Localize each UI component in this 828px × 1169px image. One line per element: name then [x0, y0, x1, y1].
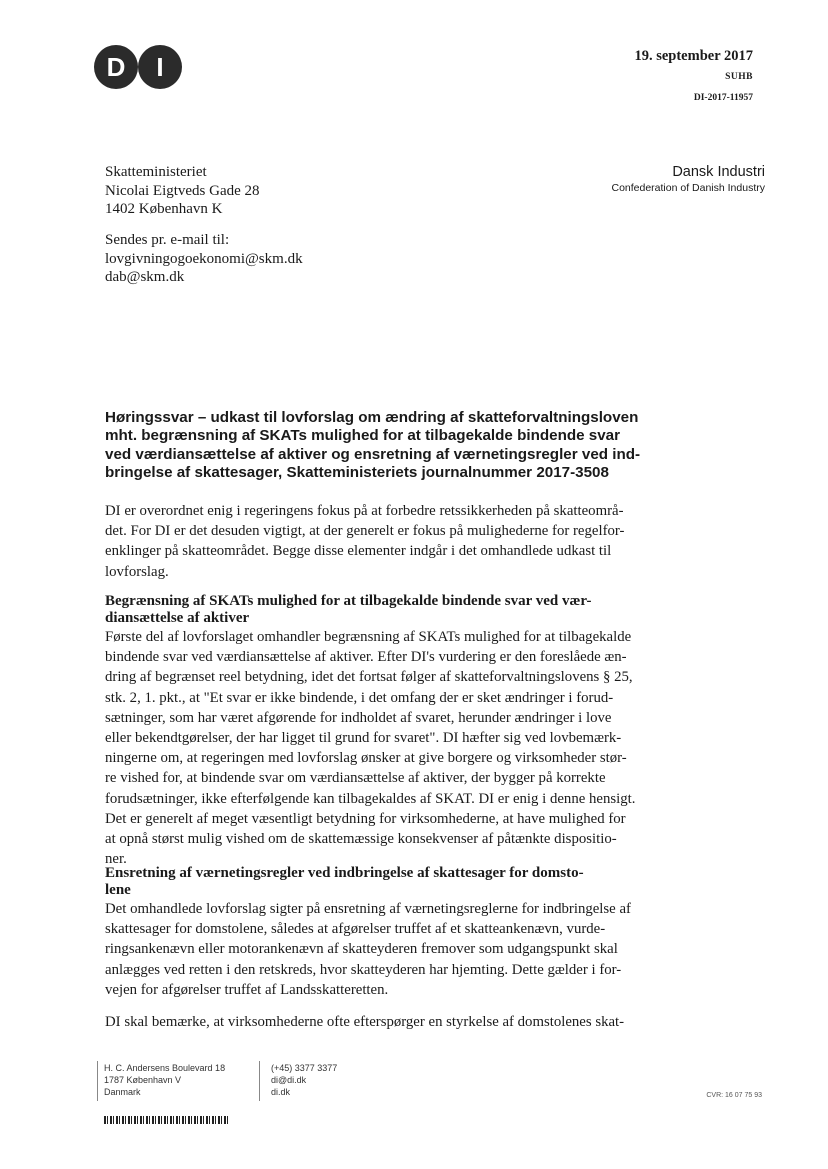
body-line: at opnå størst mulig vished om de skattemæssige konsekvenser af påtænkte dispositio- [105, 831, 617, 848]
footer-email: di@di.dk [271, 1075, 307, 1085]
sender-block [611, 164, 765, 195]
section-title-line: Ensretning af værnetingsregler ved indbringelse af skattesager for domsto- [105, 865, 584, 881]
body-line: DI skal bemærke, at virksomhederne ofte efterspørger en styrkelse af domstolenes skat- [105, 1014, 625, 1030]
letter-initials: SUHB [725, 72, 753, 82]
letter-heading [105, 409, 675, 482]
letter-meta [634, 46, 753, 108]
heading-line: Høringssvar – udkast til lovforslag om ændring af skatteforvaltningsloven [105, 409, 639, 426]
body-line: anlægges ved retten i den retskreds, hvor skatteyderen har hjemting. Dette gælder i for- [105, 961, 622, 978]
email-address: lovgivningogoekonomi@skm.dk [105, 250, 303, 267]
section1-title [105, 593, 680, 627]
footer-divider [259, 1061, 260, 1101]
body-line: lovforslag. [105, 563, 169, 580]
footer-line: Danmark [104, 1087, 141, 1097]
section2-title [105, 865, 680, 899]
sender-tagline: Confederation of Danish Industry [611, 182, 765, 194]
footer-divider [97, 1061, 98, 1101]
recipient-line: 1402 København K [105, 201, 223, 217]
body-line: skattesager for domstolene, således at afgørelser truffet af et skatteankenævn, vurde- [105, 921, 606, 938]
recipient-line: Skatteministeriet [105, 164, 207, 180]
footer-address [104, 1062, 225, 1098]
letter-date: 19. september 2017 [634, 48, 753, 64]
letter-reference: DI-2017-11957 [693, 93, 753, 103]
body-line: bindende svar ved værdiansættelse af aktiver. Efter DI's vurdering er den foreslåede æn- [105, 649, 627, 666]
body-line: re vished for, at bindende svar om værdiansættelse af aktiver, der bygger på korrekte [105, 770, 606, 787]
footer-phone: (+45) 3377 3377 [271, 1063, 338, 1073]
sender-name: Dansk Industri [672, 164, 765, 180]
recipient-address [105, 163, 260, 219]
section-title-line: diansættelse af aktiver [105, 610, 250, 626]
logo-letter-i: I [138, 45, 182, 89]
body-line: ner. [105, 851, 127, 868]
section2-body [105, 899, 680, 1000]
body-line: forudsætninger, ikke efterfølgende kan tilbagekaldes af SKAT. DI er enig i denne hensigt. [105, 790, 636, 807]
footer-line: H. C. Andersens Boulevard 18 [104, 1063, 226, 1073]
email-address: dab@skm.dk [105, 269, 185, 285]
footer-web: di.dk [271, 1087, 291, 1097]
section1-body [105, 627, 680, 869]
body-line: DI er overordnet enig i regeringens fokus på at forbedre retssikkerheden på skatteområ- [105, 503, 624, 519]
footer-line: 1787 København V [104, 1075, 182, 1085]
heading-line: mht. begrænsning af SKATs mulighed for at tilbagekalde bindende svar [105, 427, 621, 445]
footer-contact [271, 1062, 337, 1098]
email-recipients [105, 231, 303, 287]
body-line: Det er generelt af meget væsentligt betydning for virksomhederne, at have mulighed for [105, 810, 626, 827]
heading-line: ved værdiansættelse af aktiver og ensretning af værnetingsregler ved ind- [105, 445, 641, 463]
email-intro: Sendes pr. e-mail til: [105, 232, 230, 248]
recipient-line: Nicolai Eigtveds Gade 28 [105, 182, 260, 199]
section-title-line: Begrænsning af SKATs mulighed for at tilbagekalde bindende svar ved vær- [105, 593, 592, 609]
barcode [104, 1116, 228, 1124]
body-line: dring af begrænset reel betydning, idet det fortsat følger af skatteforvaltningslovens § 25, [105, 669, 633, 686]
logo-letter-d: D [94, 45, 138, 89]
body-line: eller bekendtgørelser, der har ligget til grund for svaret". DI hæfter sig ved lovbemærk- [105, 730, 622, 747]
body-line: det. For DI er det desuden vigtigt, at der generelt er fokus på mulighederne for regelfor- [105, 523, 625, 540]
body-line: ningerne om, at regeringen med lovforslag ønsker at give borgere og virksomheder stør- [105, 750, 627, 767]
di-logo [94, 45, 184, 89]
body-line: Første del af lovforslaget omhandler begrænsning af SKATs mulighed for at tilbagekalde [105, 629, 632, 645]
footer-cvr: CVR: 16 07 75 93 [706, 1092, 762, 1099]
heading-line: bringelse af skattesager, Skatteministeriets journalnummer 2017-3508 [105, 463, 609, 481]
section-title-line: lene [105, 882, 131, 898]
body-line: Det omhandlede lovforslag sigter på ensretning af værnetingsreglerne for indbringelse af [105, 901, 631, 917]
body-line: vejen for afgørelser truffet af Landsskatteretten. [105, 981, 389, 998]
body-line: enklinger på skatteområdet. Begge disse elementer indgår i det omhandlede udkast til [105, 543, 612, 560]
body-line: sætninger, som har været afgørende for indholdet af svaret, herunder ændringer i love [105, 709, 612, 726]
body-line: stk. 2, 1. pkt., at "Et svar er ikke bindende, i det omfang der er sket ændringer i forud- [105, 689, 614, 706]
body-line: ringsankenævn eller motorankenævn af skatteyderen fremover som udgangspunkt skal [105, 941, 618, 958]
intro-paragraph [105, 501, 680, 582]
closing-paragraph [105, 1012, 680, 1032]
